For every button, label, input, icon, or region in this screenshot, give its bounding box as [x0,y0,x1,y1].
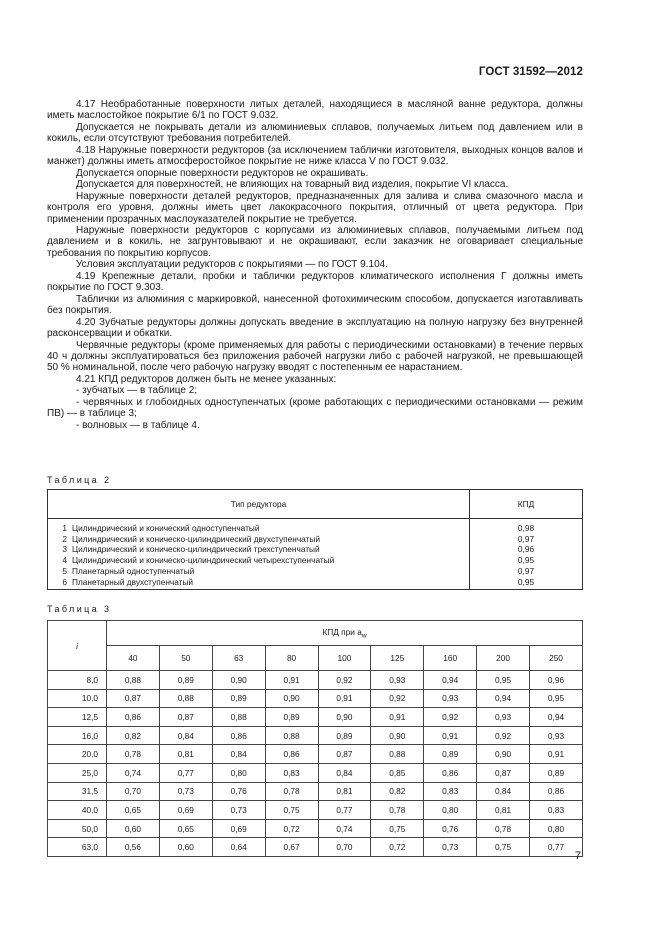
kpd-cell: 0,94 [477,689,530,708]
kpd-cell: 0,65 [159,819,212,838]
kpd-cell: 0,92 [371,689,424,708]
table-row [48,801,583,820]
ratio-value: 12,5 [48,708,107,727]
kpd-cell: 0,76 [212,782,265,801]
kpd-cell: 0,91 [318,689,371,708]
table-row [48,838,583,857]
row-number: 3 [62,544,67,555]
kpd-cell: 0,84 [212,745,265,764]
table-row [48,544,583,555]
kpd-cell: 0,84 [159,726,212,745]
kpd-cell: 0,87 [318,745,371,764]
ratio-value: 20,0 [48,745,107,764]
table-row [48,689,583,708]
paragraph: 4.18 Наружные поверхности редукторов (за исключением таблички изготовителя, выходных концов валов и манжет) должны иметь атмосферостойкое покрытие не ниже класса V по ГОСТ 9.032. [47,144,583,168]
kpd-cell: 0,84 [318,763,371,782]
kpd-cell: 0,78 [371,801,424,820]
kpd-cell: 0,56 [107,838,160,857]
kpd-cell: 0,89 [159,671,212,690]
body-text [47,99,583,431]
kpd-cell: 0,88 [212,708,265,727]
table-row [48,745,583,764]
ratio-value: 31,5 [48,782,107,801]
kpd-cell: 0,90 [318,708,371,727]
row-number: 1 [62,523,67,533]
table3-col-header: 200 [477,646,530,671]
table3-col-header: 50 [159,646,212,671]
kpd-cell: 0,94 [424,671,477,690]
reducer-type: Цилиндрический и коническо-цилиндрический четырехступенчатый [72,555,335,566]
kpd-cell: 0,87 [477,763,530,782]
paragraph: Червячные редукторы (кроме применяемых для работы с периодическими остановками) в течение первых 40 ч должны эксплуатироваться без приложения рабочей нагрузки либо с рабочей нагрузкой, не превышающей 50 % номинальной, после чего рабочую нагрузку вводят с постепенным ее нарастанием. [47,339,583,374]
table3-col-header: 63 [212,646,265,671]
kpd-cell: 0,65 [107,801,160,820]
table3-col-header: 80 [265,646,318,671]
table3-corner: i [48,621,107,671]
table-row [48,671,583,690]
reducer-type: Цилиндрический и коническо-цилиндрический двухступенчатый [72,533,321,544]
kpd-cell: 0,92 [424,708,477,727]
kpd-value: 0,97 [470,534,583,545]
table-2 [47,489,583,590]
table-row [48,708,583,727]
kpd-cell: 0,70 [107,782,160,801]
kpd-cell: 0,93 [530,726,583,745]
kpd-cell: 0,93 [371,671,424,690]
ratio-value: 16,0 [48,726,107,745]
kpd-cell: 0,73 [212,801,265,820]
kpd-cell: 0,95 [530,689,583,708]
kpd-cell: 0,77 [530,838,583,857]
ratio-value: 8,0 [48,671,107,690]
kpd-cell: 0,69 [159,801,212,820]
kpd-cell: 0,60 [107,819,160,838]
kpd-cell: 0,94 [530,708,583,727]
kpd-cell: 0,75 [265,801,318,820]
table-row [48,519,583,534]
kpd-cell: 0,91 [371,708,424,727]
kpd-cell: 0,74 [318,819,371,838]
kpd-cell: 0,75 [477,838,530,857]
kpd-cell: 0,80 [424,801,477,820]
table2-header-kpd: КПД [470,490,583,519]
kpd-cell: 0,64 [212,838,265,857]
table-row [48,763,583,782]
table-row [48,782,583,801]
kpd-cell: 0,83 [424,782,477,801]
kpd-cell: 0,87 [159,708,212,727]
ratio-value: 50,0 [48,819,107,838]
reducer-type: Цилиндрический и коническо-цилиндрический трехступенчатый [72,544,320,555]
kpd-cell: 0,81 [159,745,212,764]
ratio-value: 10,0 [48,689,107,708]
paragraph: Допускается для поверхностей, не влияющих на товарный вид изделия, покрытие VI класса. [76,179,509,191]
kpd-cell: 0,85 [371,763,424,782]
paragraph: - зубчатых — в таблице 2; [76,385,198,397]
kpd-cell: 0,89 [318,726,371,745]
kpd-cell: 0,90 [265,689,318,708]
kpd-cell: 0,91 [530,745,583,764]
table-row [48,726,583,745]
table3-col-header: 40 [107,646,160,671]
table-row [48,534,583,545]
kpd-cell: 0,92 [318,671,371,690]
kpd-cell: 0,90 [477,745,530,764]
paragraph: 4.20 Зубчатые редукторы должны допускать введение в эксплуатацию на полную нагрузку без внутренней расконсервации и обкатки. [47,316,583,340]
kpd-cell: 0,73 [159,782,212,801]
kpd-cell: 0,72 [265,819,318,838]
kpd-cell: 0,77 [318,801,371,820]
paragraph: Условия эксплуатации редукторов с покрытиями — по ГОСТ 9.104. [76,259,388,271]
kpd-cell: 0,72 [371,838,424,857]
kpd-cell: 0,96 [530,671,583,690]
paragraph: Наружные поверхности деталей редукторов, предназначенных для залива и слива смазочного масла и контроля его уровня, должны иметь цвет лакокрасочного покрытия, отличный от цвета редуктора. При применении прозрачных маслоуказателей покрытие не требуется. [47,190,583,225]
kpd-cell: 0,84 [477,782,530,801]
kpd-cell: 0,67 [265,838,318,857]
reducer-type: Планетарный одноступенчатый [72,565,195,576]
kpd-cell: 0,88 [159,689,212,708]
kpd-cell: 0,76 [424,819,477,838]
table3-col-header: 100 [318,646,371,671]
kpd-cell: 0,78 [265,782,318,801]
table3-col-header: 250 [530,646,583,671]
kpd-cell: 0,93 [424,689,477,708]
reducer-type: Планетарный двухступенчатый [72,576,194,587]
kpd-cell: 0,81 [477,801,530,820]
kpd-cell: 0,75 [371,819,424,838]
kpd-cell: 0,89 [530,763,583,782]
ratio-value: 40,0 [48,801,107,820]
kpd-cell: 0,93 [477,708,530,727]
kpd-cell: 0,73 [424,838,477,857]
table-row [48,577,583,590]
table-row [48,819,583,838]
paragraph: - червячных и глобоидных одноступенчатых (кроме работающих с периодическими остановками — режим ПВ) — в таблице 3; [47,396,583,420]
kpd-cell: 0,92 [477,726,530,745]
kpd-cell: 0,83 [530,801,583,820]
kpd-cell: 0,86 [530,782,583,801]
kpd-cell: 0,88 [371,745,424,764]
standard-header: ГОСТ 31592—2012 [478,66,583,78]
table3-group-header: КПД при $a_w$ [107,621,583,646]
table-3 [47,620,583,857]
kpd-cell: 0,78 [477,819,530,838]
kpd-cell: 0,91 [424,726,477,745]
table-row [48,555,583,566]
kpd-value: 0,95 [470,577,583,590]
kpd-cell: 0,88 [107,671,160,690]
kpd-value: 0,95 [470,555,583,566]
kpd-value: 0,96 [470,544,583,555]
paragraph: Допускается опорные поверхности редукторов не окрашивать. [76,167,369,179]
kpd-cell: 0,95 [477,671,530,690]
row-number: 4 [62,555,67,566]
paragraph: 4.21 КПД редукторов должен быть не менее указанных: [76,373,337,385]
table3-col-header: 125 [371,646,424,671]
kpd-cell: 0,78 [107,745,160,764]
kpd-cell: 0,81 [318,782,371,801]
kpd-cell: 0,90 [212,671,265,690]
kpd-cell: 0,69 [212,819,265,838]
paragraph: Допускается не покрывать детали из алюминиевых сплавов, получаемых литьем под давлением или в кокиль, если отсутствуют требования потребителей. [47,121,583,145]
ratio-value: 63,0 [48,838,107,857]
kpd-cell: 0,90 [371,726,424,745]
row-number: 2 [62,533,67,544]
kpd-cell: 0,89 [265,708,318,727]
kpd-cell: 0,89 [424,745,477,764]
table2-header-type: Тип редуктора [48,490,470,519]
kpd-cell: 0,70 [318,838,371,857]
row-number: 6 [62,576,67,587]
table3-caption: Таблица 3 [47,604,112,614]
ratio-value: 25,0 [48,763,107,782]
kpd-value: 0,98 [470,519,583,534]
table3-col-header: 160 [424,646,477,671]
kpd-cell: 0,77 [159,763,212,782]
kpd-cell: 0,88 [265,726,318,745]
kpd-cell: 0,82 [107,726,160,745]
reducer-type: Цилиндрический и конический одноступенчатый [72,523,260,533]
kpd-cell: 0,74 [107,763,160,782]
paragraph: - волновых — в таблице 4. [76,419,200,431]
kpd-cell: 0,80 [212,763,265,782]
kpd-cell: 0,86 [107,708,160,727]
kpd-cell: 0,83 [265,763,318,782]
paragraph: 4.17 Необработанные поверхности литых деталей, находящиеся в масляной ванне редуктора, должны иметь маслостойкое покрытие 6/1 по ГОСТ 9.032. [47,99,583,122]
kpd-cell: 0,87 [107,689,160,708]
kpd-cell: 0,60 [159,838,212,857]
table-row [48,566,583,577]
page-number: 7 [574,850,581,862]
table2-caption: Таблица 2 [47,475,112,485]
paragraph: Наружные поверхности редукторов с корпусами из алюминиевых сплавов, получаемыми литьем под давлением и в кокиль, не загрунтовывают и не окрашивают, если заказчик не оговаривает специальные требования по покрытию корпусов. [47,224,583,259]
paragraph: Таблички из алюминия с маркировкой, нанесенной фотохимическим способом, допускается изготавливать без покрытия. [47,293,583,317]
paragraph: 4.19 Крепежные детали, пробки и таблички редукторов климатического исполнения Г должны иметь покрытие по ГОСТ 9.303. [47,270,583,294]
kpd-cell: 0,89 [212,689,265,708]
kpd-cell: 0,82 [371,782,424,801]
kpd-cell: 0,86 [424,763,477,782]
kpd-cell: 0,86 [212,726,265,745]
kpd-cell: 0,80 [530,819,583,838]
kpd-value: 0,97 [470,566,583,577]
kpd-cell: 0,86 [265,745,318,764]
row-number: 5 [62,565,67,576]
kpd-cell: 0,91 [265,671,318,690]
